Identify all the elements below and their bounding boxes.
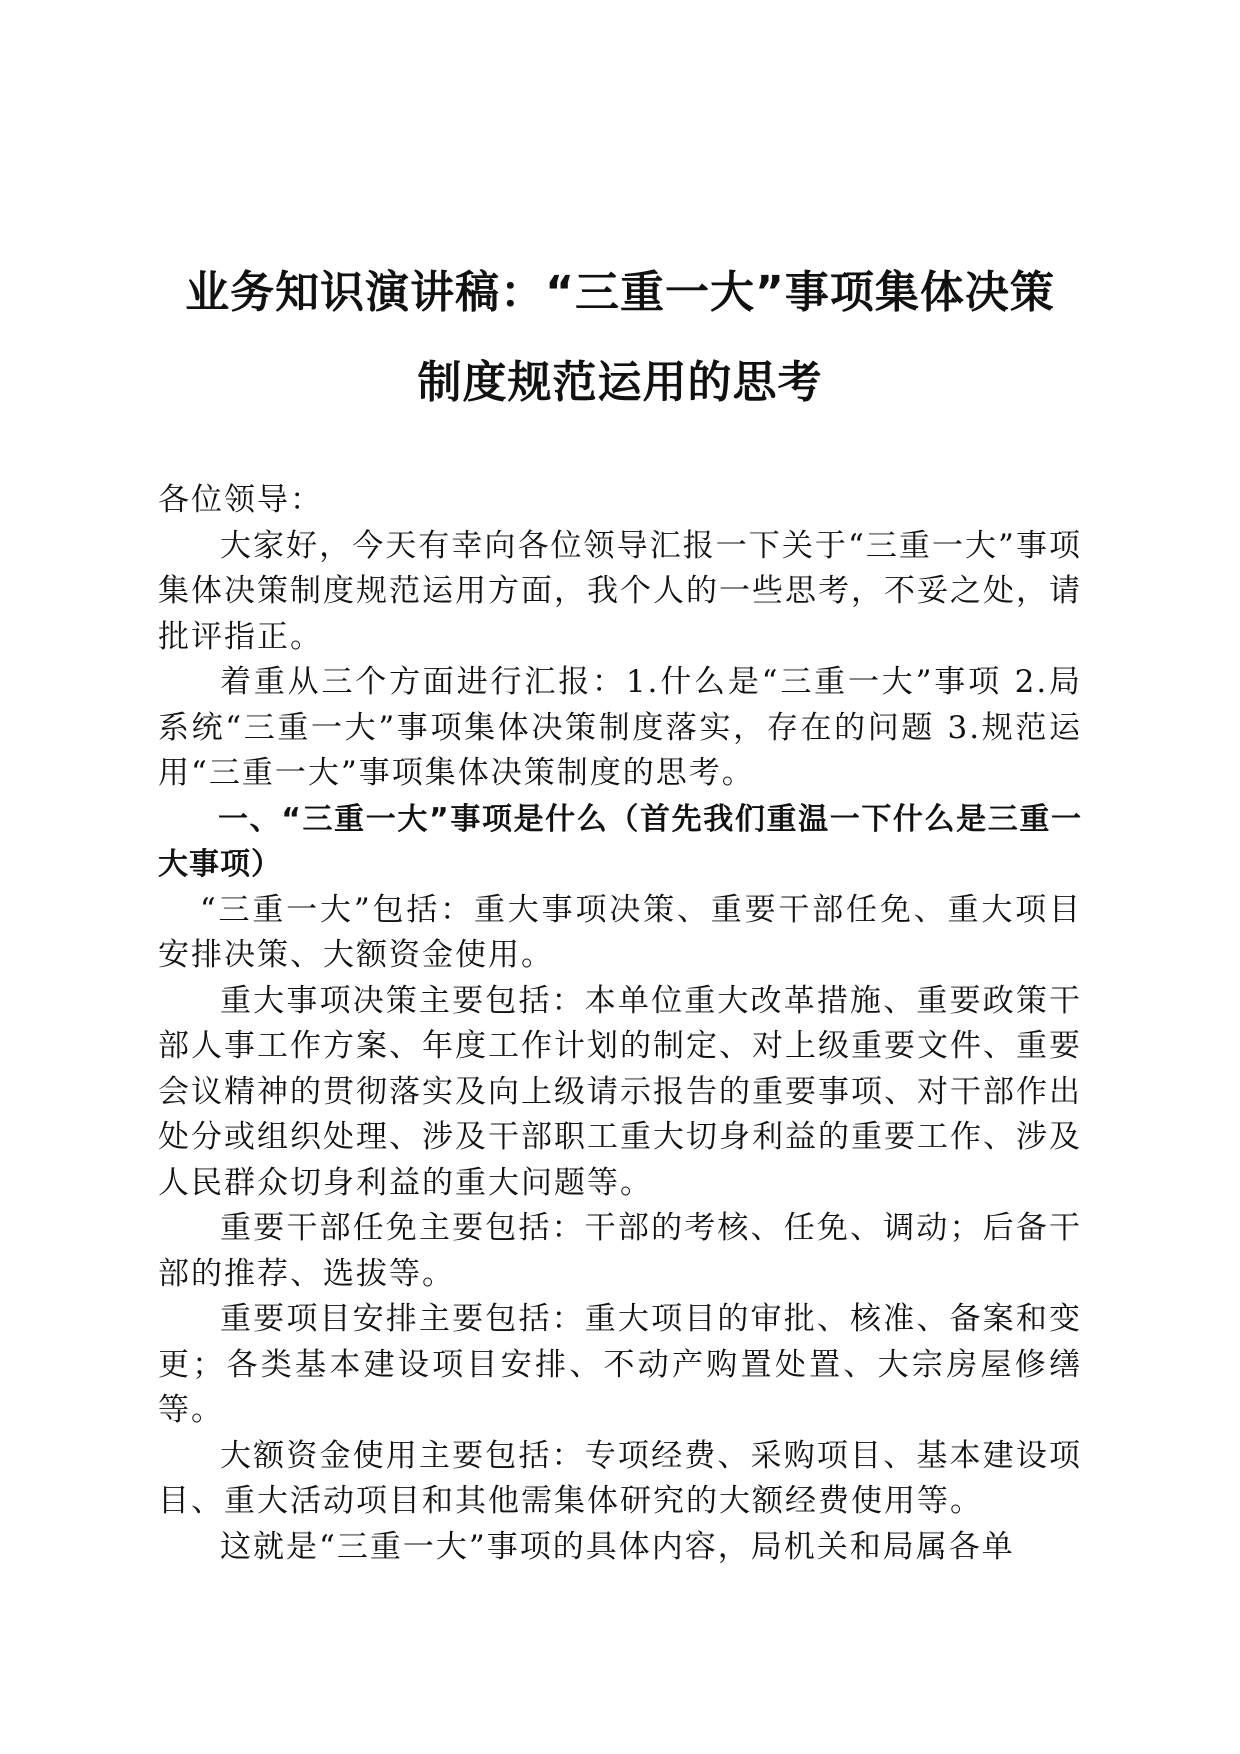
paragraph-major-projects: 重要项目安排主要包括：重大项目的审批、核准、备案和变更；各类基本建设项目安排、不动产购置处置、大宗房屋修缮等。 bbox=[158, 1301, 1082, 1428]
document-body bbox=[158, 478, 1082, 1570]
salutation: 各位领导： bbox=[158, 482, 323, 518]
paragraph-cadre-appointments: 重要干部任免主要包括：干部的考核、任免、调动；后备干部的推荐、选拔等。 bbox=[158, 1210, 1082, 1292]
title-line-1: 业务知识演讲稿：“三重一大”事项集体决策 bbox=[185, 267, 1055, 318]
paragraph-major-decisions: 重大事项决策主要包括：本单位重大改革措施、重要政策干部人事工作方案、年度工作计划的制定、对上级重要文件、重要会议精神的贯彻落实及向上级请示报告的重要事项、对干部作出处分或组织处理、涉及干部职工重大切身利益的重要工作、涉及人民群众切身利益的重大问题等。 bbox=[158, 982, 1082, 1201]
document-title bbox=[150, 248, 1090, 428]
paragraph-large-funds: 大额资金使用主要包括：专项经费、采购项目、基本建设项目、重大活动项目和其他需集体研究的大额经费使用等。 bbox=[158, 1437, 1082, 1519]
section-heading-1: 一、“三重一大”事项是什么（首先我们重温一下什么是三重一大事项） bbox=[158, 801, 1082, 882]
title-line-2: 制度规范运用的思考 bbox=[417, 357, 823, 408]
paragraph-intro: 大家好，今天有幸向各位领导汇报一下关于“三重一大”事项集体决策制度规范运用方面，我个人的一些思考，不妥之处，请批评指正。 bbox=[158, 527, 1082, 655]
paragraph-definition: “三重一大”包括：重大事项决策、重要干部任免、重大项目安排决策、大额资金使用。 bbox=[158, 891, 1082, 973]
paragraph-outline: 着重从三个方面进行汇报：1.什么是“三重一大”事项 2.局系统“三重一大”事项集体决策制度落实，存在的问题 3.规范运用“三重一大”事项集体决策制度的思考。 bbox=[158, 664, 1082, 791]
paragraph-summary: 这就是“三重一大”事项的具体内容，局机关和局属各单 bbox=[220, 1528, 1015, 1565]
